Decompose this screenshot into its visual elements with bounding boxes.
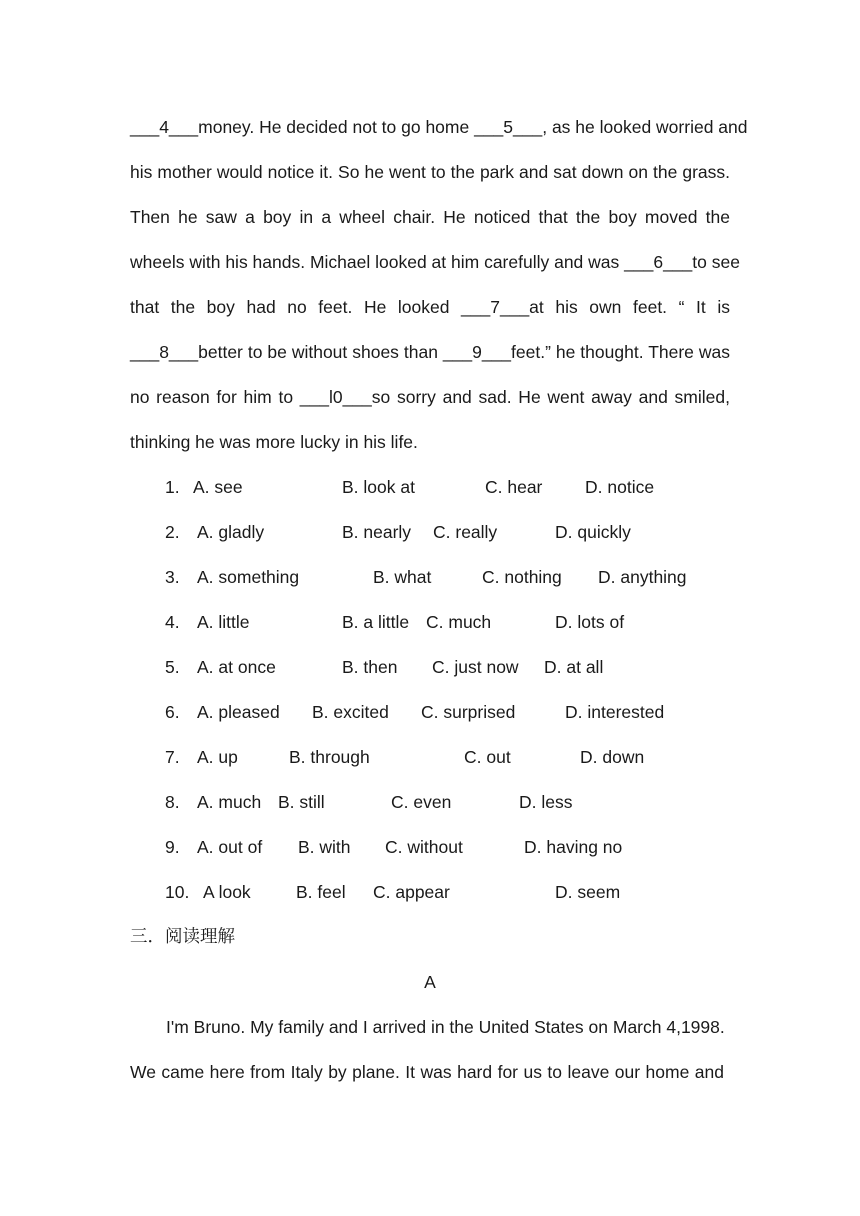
- question-number: 9.: [165, 837, 180, 857]
- option-c: C. without: [385, 837, 463, 857]
- option-b: B. a little: [342, 612, 410, 632]
- option-b: B. with: [298, 837, 351, 857]
- question-number: 5.: [165, 657, 180, 677]
- option-c: C. out: [464, 747, 511, 767]
- option-a: A. something: [197, 567, 300, 587]
- option-d: D. interested: [565, 702, 665, 722]
- option-b: B. look at: [342, 477, 415, 497]
- option-a: A look: [203, 882, 251, 902]
- passage-title: A: [424, 972, 436, 992]
- option-d: D. notice: [585, 477, 655, 497]
- option-a: A. pleased: [197, 702, 280, 722]
- option-a: A. gladly: [197, 522, 265, 542]
- option-c: C. surprised: [421, 702, 516, 722]
- option-b: B. what: [373, 567, 432, 587]
- passage-line: Then he saw a boy in a wheel chair. He noticed that the boy moved the: [130, 207, 730, 227]
- option-a: A. much: [197, 792, 262, 812]
- passage-line: no reason for him to ___l0___so sorry and sad. He went away and smiled,: [130, 387, 730, 407]
- question-number: 10.: [165, 882, 190, 902]
- option-b: B. through: [289, 747, 370, 767]
- option-d: D. down: [580, 747, 645, 767]
- passage-line: We came here from Italy by plane. It was hard for us to leave our home and: [130, 1062, 724, 1082]
- option-b: B. then: [342, 657, 398, 677]
- option-c: C. hear: [485, 477, 543, 497]
- question-number: 2.: [165, 522, 180, 542]
- option-a: A. up: [197, 747, 238, 767]
- option-c: C. much: [426, 612, 492, 632]
- section-heading: 三．阅读理解: [130, 927, 235, 947]
- option-c: C. even: [391, 792, 452, 812]
- option-d: D. quickly: [555, 522, 631, 542]
- question-number: 3.: [165, 567, 180, 587]
- option-c: C. really: [433, 522, 498, 542]
- option-d: D. lots of: [555, 612, 625, 632]
- question-number: 7.: [165, 747, 180, 767]
- passage-line: ___8___better to be without shoes than ___9___feet.” he thought. There was: [130, 342, 730, 362]
- question-number: 6.: [165, 702, 180, 722]
- passage-line: I'm Bruno. My family and I arrived in the United States on March 4,1998.: [166, 1017, 725, 1037]
- option-b: B. feel: [296, 882, 346, 902]
- option-d: D. seem: [555, 882, 621, 902]
- passage-line: his mother would notice it. So he went to the park and sat down on the grass.: [130, 162, 730, 182]
- option-a: A. out of: [197, 837, 263, 857]
- option-c: C. nothing: [482, 567, 562, 587]
- passage-line: wheels with his hands. Michael looked at him carefully and was ___6___to see: [130, 252, 740, 272]
- option-b: B. nearly: [342, 522, 412, 542]
- question-number: 8.: [165, 792, 180, 812]
- option-c: C. just now: [432, 657, 519, 677]
- option-c: C. appear: [373, 882, 450, 902]
- passage-line: that the boy had no feet. He looked ___7___at his own feet. “ It is: [130, 297, 730, 317]
- option-d: D. anything: [598, 567, 687, 587]
- question-number: 1.: [165, 477, 180, 497]
- option-b: B. still: [278, 792, 325, 812]
- passage-line: thinking he was more lucky in his life.: [130, 432, 418, 452]
- option-d: D. at all: [544, 657, 604, 677]
- option-a: A. at once: [197, 657, 276, 677]
- option-a: A. see: [193, 477, 243, 497]
- option-d: D. less: [519, 792, 573, 812]
- passage-line: ___4___money. He decided not to go home ___5___, as he looked worried and: [130, 117, 748, 137]
- option-b: B. excited: [312, 702, 389, 722]
- option-a: A. little: [197, 612, 250, 632]
- question-number: 4.: [165, 612, 180, 632]
- option-d: D. having no: [524, 837, 623, 857]
